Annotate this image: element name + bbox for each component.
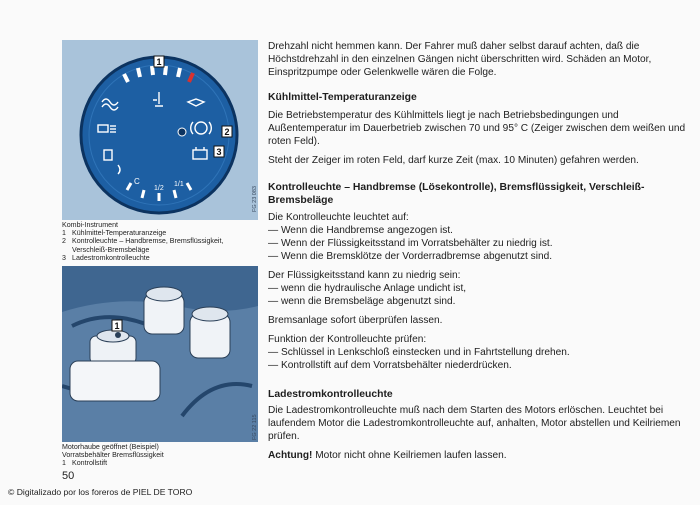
intro-paragraph: Drehzahl nicht hemmen kann. Der Fahrer muß daher selbst darauf achten, daß die Höchstdrehzahl in den einzelnen Gängen nicht überschritten wird. Schäden an Motor, Einspritzpumpe oder Gelenkwelle wären die Folge. xyxy=(268,41,652,78)
charging-paragraph: Die Ladestromkontrolleuchte muß nach dem Starten des Motors erlöschen. Leuchtet bei laufendem Motor die Ladestromkontrolleuchte auf, anhalten, Motor abstellen und Keilriemen prüfen. xyxy=(268,405,681,442)
warning-label: Achtung! xyxy=(268,450,313,461)
figure2-code: FG 22 115 xyxy=(252,414,258,440)
section-title-coolant: Kühlmittel-Temperaturanzeige xyxy=(268,92,417,103)
engine-bay-figure xyxy=(62,266,258,442)
brake-list-item: — Wenn die Handbremse angezogen ist. xyxy=(268,225,453,236)
brake-list-item: — Schlüssel in Lenkschloß einstecken und in Fahrtstellung drehen. xyxy=(268,347,570,358)
brake-paragraph: Bremsanlage sofort überprüfen lassen. xyxy=(268,315,443,326)
callout-2: 2 xyxy=(224,127,230,137)
engine-bay-illustration xyxy=(62,266,258,442)
warning-paragraph xyxy=(268,449,688,462)
caption1-item: Verschleiß-Bremsbeläge xyxy=(72,245,150,254)
brake-lead: Der Flüssigkeitsstand kann zu niedrig sein: xyxy=(268,270,461,281)
brake-list-item: — Kontrollstift auf dem Vorratsbehälter niederdrücken. xyxy=(268,360,512,371)
brake-list-item: — Wenn der Flüssigkeitsstand im Vorratsbehälter zu niedrig ist. xyxy=(268,238,553,249)
credit-line: © Digitalizado por los foreros de PIEL DE TORO xyxy=(8,487,193,497)
section-title-charging: Ladestromkontrolleuchte xyxy=(268,389,393,400)
gauge-mark-full: 1/1 xyxy=(174,181,184,188)
figure1-code: FG 23 083 xyxy=(252,186,258,212)
instrument-cluster-illustration xyxy=(62,40,258,220)
caption1-item: 3 Ladestromkontrolleuchte xyxy=(62,253,150,262)
gauge-mark-half: 1/2 xyxy=(154,185,164,192)
caption1-item: 2 Kontrolleuchte – Handbremse, Bremsflüssigkeit, xyxy=(62,237,224,246)
callout-1-engine: 1 xyxy=(114,321,120,331)
brake-list-item: — Wenn die Bremsklötze der Vorderradbremse abgenutzt sind. xyxy=(268,251,553,262)
gauge-mark-c: C xyxy=(134,177,140,186)
callout-1: 1 xyxy=(156,57,162,67)
instrument-cluster-figure xyxy=(62,40,258,220)
coolant-paragraph: Steht der Zeiger im roten Feld, darf kurze Zeit (max. 10 Minuten) gefahren werden. xyxy=(268,155,639,166)
caption1-title: Kombi-Instrument xyxy=(62,221,118,229)
brake-lead: Funktion der Kontrolleuchte prüfen: xyxy=(268,334,427,345)
brake-list-item: — wenn die hydraulische Anlage undicht ist, xyxy=(268,283,467,294)
figure2-caption xyxy=(62,443,262,468)
callout-3: 3 xyxy=(216,147,222,157)
brake-lead: Die Kontrolleuchte leuchtet auf: xyxy=(268,212,409,223)
caption2-title: Motorhaube geöffnet (Beispiel) xyxy=(62,443,159,451)
section-title-brake: Kontrolleuchte – Handbremse (Lösekontrolle), Bremsflüssigkeit, Verschleiß-Bremsbeläge xyxy=(268,182,645,206)
page-number: 50 xyxy=(62,470,75,482)
body-text-column xyxy=(268,40,688,468)
caption1-item: 1 Kühlmittel-Temperaturanzeige xyxy=(62,229,167,238)
caption2-subtitle: Vorratsbehälter Bremsflüssigkeit xyxy=(62,451,164,460)
caption2-item: 1 Kontrollstift xyxy=(62,459,108,468)
warning-text: Motor nicht ohne Keilriemen laufen lassen. xyxy=(312,450,507,461)
figure1-caption xyxy=(62,221,262,262)
brake-list-item: — wenn die Bremsbeläge abgenutzt sind. xyxy=(268,296,456,307)
coolant-paragraph: Die Betriebstemperatur des Kühlmittels liegt je nach Betriebsbedingungen und Außentemperatur im Dauerbetrieb zwischen 70 und 95° C (Zeiger zwischen dem weißen und roten Feld). xyxy=(268,110,686,147)
